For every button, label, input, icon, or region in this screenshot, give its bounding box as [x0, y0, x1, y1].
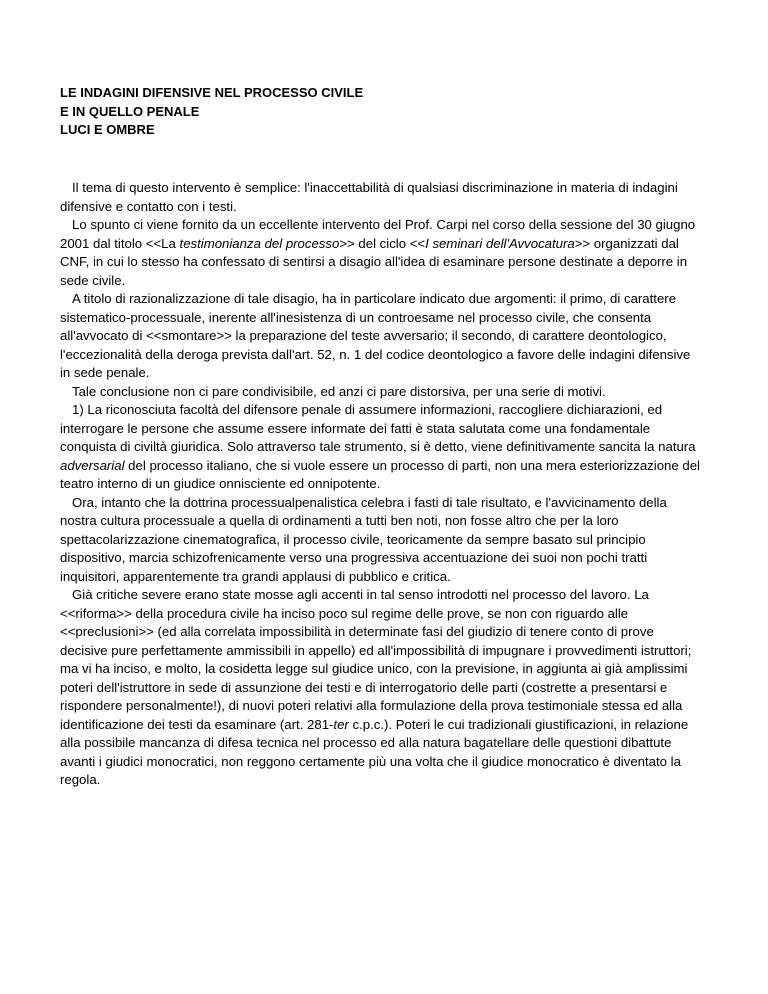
- title-line: LE INDAGINI DIFENSIVE NEL PROCESSO CIVILE: [60, 85, 364, 100]
- title-line: LUCI E OMBRE: [60, 122, 155, 137]
- paragraph: [60, 383, 700, 402]
- paragraph: [60, 586, 700, 790]
- italic-title: testimonianza del processo: [179, 235, 340, 251]
- document-body: [60, 179, 700, 790]
- paragraph-text: >> del ciclo <<: [339, 235, 426, 251]
- paragraph-text: 1) La riconosciuta facoltà del difensore penale di assumere informazioni, raccogliere dichiarazioni, ed interrogare le persone che assume essere informate dei fatti è stata salutata come una fondamentale conquista di civiltà giuridica. Solo attraverso tale strumento, si è detto, viene definitivamente sancita la natura: [60, 402, 696, 454]
- paragraph: [60, 290, 700, 383]
- paragraph: [60, 216, 700, 290]
- paragraph-text: Ora, intanto che la dottrina processualpenalistica celebra i fasti di tale risultato, e l'avvicinamento della nostra cultura processuale a quella di ordinamenti a tutti ben noti, non fosse altro che per la loro spettacolarizzazione cinematografica, il processo civile, teoricamente da sempre basato sul principio dispositivo, marcia schizofrenicamente verso una progressiva accentuazione dei suoi non pochi tratti inquisitori, apparentemente tra grandi applausi di pubblico e critica.: [60, 494, 667, 584]
- paragraph-text: Tale conclusione non ci pare condivisibile, ed anzi ci pare distorsiva, per una serie di motivi.: [72, 383, 606, 399]
- paragraph-text: >> organizzati dal CNF, in cui lo stesso ha confessato di sentirsi a disagio all'idea di esaminare persone destinate a deporre in sede civile.: [60, 235, 688, 288]
- title-line: E IN QUELLO PENALE: [60, 103, 200, 119]
- paragraph-text: Già critiche severe erano state mosse agli accenti in tal senso introdotti nel processo del lavoro. La <<riforma>> della procedura civile ha inciso poco sul regime delle prove, se non con riguardo alle <<preclusioni>> (ed alla correlata impossibilità in determinate fasi del giudizio di tenere conto di prove decisive pure perfettamente ammissibili in appello) ed all'impossibilità di impugnare i provvedimenti istruttori; ma vi ha inciso, e molto, la cosidetta legge sul giudice unico, con la previsione, in aggiunta ai già amplissimi poteri dell'istruttore in sede di assunzione dei testi e di interrogatorio delle parti (costrette a presentarsi e rispondere personalmente!), di nuovi poteri relativi alla formulazione della prova testimoniale stessa ed alla identificazione dei testi da esaminare (art. 281-: [60, 587, 692, 732]
- paragraph: [60, 179, 700, 216]
- paragraph-text: A titolo di razionalizzazione di tale disagio, ha in particolare indicato due argomenti: il primo, di carattere sistematico-processuale, inerente all'inesistenza di un controesame nel processo civile, che consenta all'avvocato di <<smontare>> la preparazione del teste avversario; il secondo, di carattere deontologico, l'eccezionalità della deroga prevista dall'art. 52, n. 1 del codice deontologico a favore delle indagini difensive in sede penale.: [60, 291, 691, 380]
- document-title: [60, 84, 363, 140]
- italic-title: I seminari dell'Avvocatura: [425, 235, 575, 251]
- paragraph: [60, 401, 700, 494]
- paragraph-text: Lo spunto ci viene fornito da un eccellente intervento del Prof. Carpi nel corso della sessione del 30 giugno 2001 dal titolo <<La: [60, 217, 696, 251]
- paragraph-text: Il tema di questo intervento è semplice: l'inaccettabilità di qualsiasi discriminazione in materia di indagini difensive e contatto con i testi.: [60, 180, 678, 214]
- italic-term: adversarial: [60, 457, 125, 473]
- paragraph: [60, 494, 700, 587]
- italic-term: ter: [333, 716, 349, 732]
- paragraph-text: c.p.c.). Poteri le cui tradizionali giustificazioni, in relazione alla possibile mancanza di difesa tecnica nel processo ed alla natura bagatellare delle questioni dibattute avanti i giudici monocratici, non reggono certamente più una volta che il giudice monocratico è diventato la regola.: [60, 716, 689, 787]
- paragraph-text: del processo italiano, che si vuole essere un processo di parti, non una mera esteriorizzazione del teatro interno di un giudice onnisciente ed onnipotente.: [60, 457, 700, 491]
